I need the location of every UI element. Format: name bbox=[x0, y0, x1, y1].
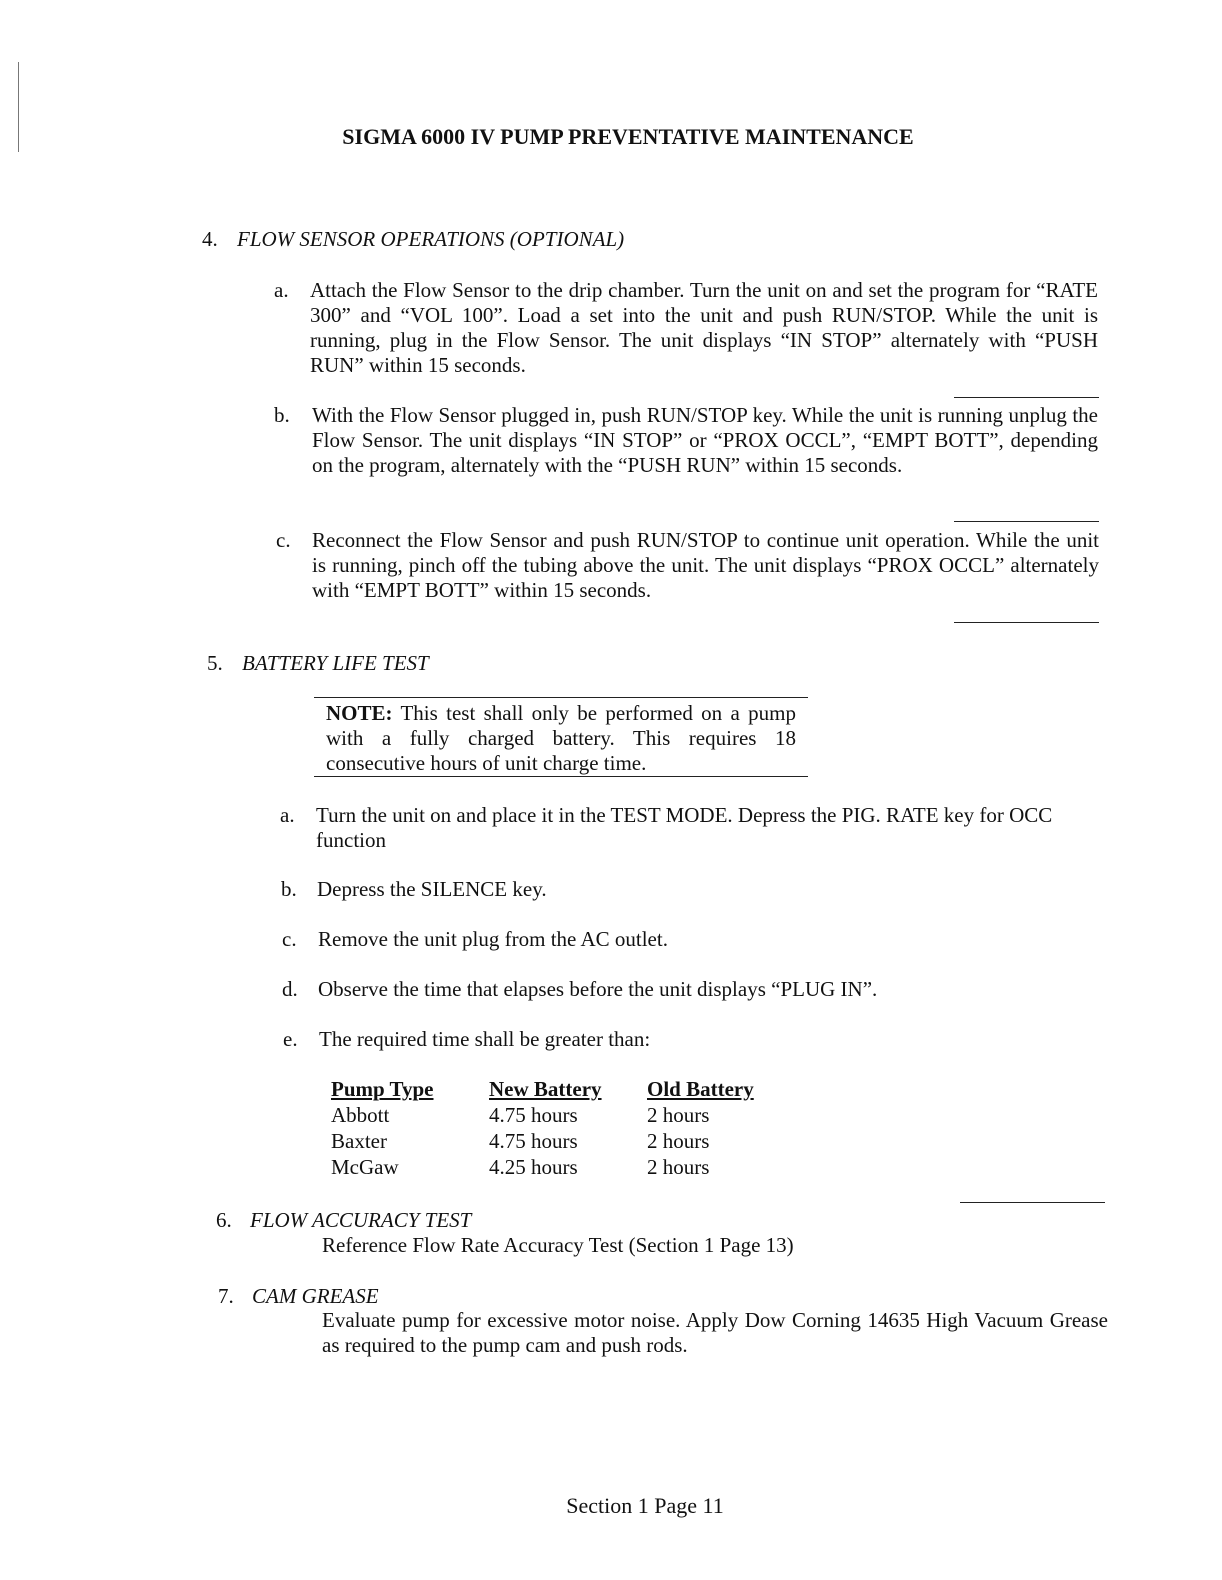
table-row bbox=[331, 1102, 787, 1128]
battery-time-table bbox=[331, 1076, 787, 1180]
item-text: Observe the time that elapses before the unit displays “PLUG IN”. bbox=[318, 977, 878, 1001]
section-number: 4. bbox=[202, 227, 218, 251]
table-header-row bbox=[331, 1076, 787, 1102]
item-letter: c. bbox=[282, 927, 297, 951]
table-cell: 2 hours bbox=[647, 1129, 710, 1153]
signoff-line bbox=[954, 397, 1099, 398]
section-number: 6. bbox=[216, 1208, 232, 1232]
signoff-line bbox=[954, 622, 1099, 623]
table-row bbox=[331, 1128, 787, 1154]
column-header: Pump Type bbox=[331, 1077, 434, 1101]
section-body: Evaluate pump for excessive motor noise. Apply Dow Corning 14635 High Vacuum Grease as required to the pump cam and push rods. bbox=[322, 1308, 1108, 1357]
signoff-line bbox=[954, 521, 1099, 522]
note-label: NOTE: bbox=[326, 701, 393, 725]
item-text: The required time shall be greater than: bbox=[319, 1027, 651, 1051]
section-title: BATTERY LIFE TEST bbox=[242, 651, 429, 675]
page-footer: Section 1 Page 11 bbox=[566, 1493, 724, 1518]
item-text: With the Flow Sensor plugged in, push RUN/STOP key. While the unit is running unplug the Flow Sensor. The unit displays “IN STOP” or “PROX OCCL”, “EMPT BOTT”, depending on the program, alternately with the “PUSH RUN” within 15 seconds. bbox=[312, 403, 1098, 477]
item-text: Reconnect the Flow Sensor and push RUN/STOP to continue unit operation. While the unit is running, pinch off the tubing above the unit. The unit displays “PROX OCCL” alternately with “EMPT BOTT” within 15 seconds. bbox=[312, 528, 1099, 602]
item-text: Depress the SILENCE key. bbox=[317, 877, 547, 901]
item-text: Attach the Flow Sensor to the drip chamber. Turn the unit on and set the program for “RATE 300” and “VOL 100”. Load a set into the unit and push RUN/STOP. While the unit is running, plug in the Flow Sensor. The unit displays “IN STOP” alternately with “PUSH RUN” within 15 seconds. bbox=[310, 278, 1098, 377]
section-title: CAM GREASE bbox=[252, 1284, 379, 1308]
table-cell: 4.75 hours bbox=[489, 1129, 578, 1153]
section-body: Reference Flow Rate Accuracy Test (Section 1 Page 13) bbox=[322, 1233, 794, 1257]
signoff-line bbox=[960, 1202, 1105, 1203]
column-header: New Battery bbox=[489, 1077, 602, 1101]
section-title: FLOW ACCURACY TEST bbox=[250, 1208, 472, 1232]
table-cell: 4.25 hours bbox=[489, 1155, 578, 1179]
table-cell: Abbott bbox=[331, 1103, 390, 1127]
item-letter: c. bbox=[276, 528, 291, 552]
page-title: SIGMA 6000 IV PUMP PREVENTATIVE MAINTENANCE bbox=[342, 124, 914, 149]
column-header: Old Battery bbox=[647, 1077, 754, 1101]
note-body: This test shall only be performed on a pump with a fully charged battery. This requires 18 consecutive hours of unit charge time. bbox=[326, 701, 796, 775]
item-letter: d. bbox=[282, 977, 298, 1001]
table-cell: 2 hours bbox=[647, 1155, 710, 1179]
item-letter: e. bbox=[283, 1027, 298, 1051]
table-cell: 2 hours bbox=[647, 1103, 710, 1127]
table-cell: McGaw bbox=[331, 1155, 399, 1179]
item-text: Remove the unit plug from the AC outlet. bbox=[318, 927, 668, 951]
item-text: Turn the unit on and place it in the TEST MODE. Depress the PIG. RATE key for OCC function bbox=[316, 803, 1053, 852]
note-text bbox=[326, 701, 796, 776]
table-row bbox=[331, 1154, 787, 1180]
table-cell: 4.75 hours bbox=[489, 1103, 578, 1127]
item-letter: b. bbox=[274, 403, 290, 427]
section-number: 7. bbox=[218, 1284, 234, 1308]
table-cell: Baxter bbox=[331, 1129, 387, 1153]
item-letter: b. bbox=[281, 877, 297, 901]
item-letter: a. bbox=[274, 278, 289, 302]
section-title: FLOW SENSOR OPERATIONS (OPTIONAL) bbox=[237, 227, 625, 251]
item-letter: a. bbox=[280, 803, 295, 827]
section-number: 5. bbox=[207, 651, 223, 675]
